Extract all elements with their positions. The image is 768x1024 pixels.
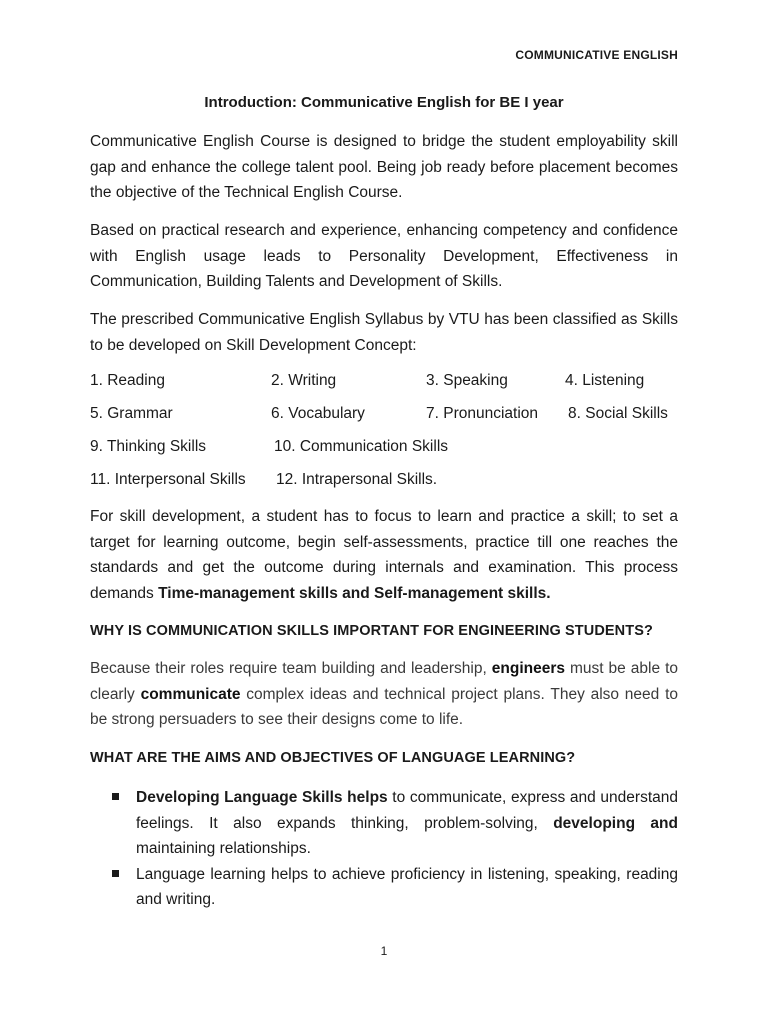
paragraph-research: Based on practical research and experience, enhancing competency and confidence with English usage leads to Personality Development, Effectiveness in Communication, Building Talents and Development of Skills. bbox=[90, 222, 678, 290]
emphasis-text: communicate bbox=[140, 685, 241, 703]
skill-item: 9. Thinking Skills bbox=[90, 438, 207, 455]
paragraph-text: must be able to clearly bbox=[90, 660, 678, 703]
skill-item: 2. Writing bbox=[271, 372, 337, 389]
running-header: COMMUNICATIVE ENGLISH bbox=[515, 48, 678, 62]
skill-item: 8. Social Skills bbox=[568, 405, 668, 422]
bullet-item bbox=[110, 862, 678, 913]
skills-row bbox=[90, 405, 690, 438]
square-bullet-icon bbox=[112, 793, 119, 800]
paragraph-syllabus: The prescribed Communicative English Syllabus by VTU has been classified as Skills to be developed on Skill Development Concept: bbox=[90, 311, 678, 354]
skills-row bbox=[90, 372, 690, 405]
bullet-text: to communicate, express and understand feelings. It also expands thinking, problem-solving, bbox=[136, 789, 678, 832]
paragraph-skill-development bbox=[90, 504, 678, 606]
skills-row bbox=[90, 471, 690, 504]
skill-item: 4. Listening bbox=[565, 372, 645, 389]
paragraph-text: For skill development, a student has to focus to learn and practice a skill; to set a target for learning outcome, begin self-assessments, practice till one reaches the standards and get the outcome during internals and examination. This process demands bbox=[90, 508, 678, 602]
skill-item: 1. Reading bbox=[90, 372, 165, 389]
bullet-text: Language learning helps to achieve proficiency in listening, speaking, reading and writing. bbox=[136, 865, 678, 908]
paragraph-engineers bbox=[90, 656, 678, 733]
bullet-text: maintaining relationships. bbox=[136, 840, 311, 857]
paragraph-text: complex ideas and technical project plans. They also need to be strong persuaders to see their designs come to life. bbox=[90, 685, 678, 728]
skill-item: 11. Interpersonal Skills bbox=[90, 471, 246, 488]
skill-item: 12. Intrapersonal Skills. bbox=[276, 471, 438, 488]
section-heading-aims: WHAT ARE THE AIMS AND OBJECTIVES OF LANGUAGE LEARNING? bbox=[90, 750, 576, 766]
emphasis-text: engineers bbox=[491, 660, 565, 677]
page-number: 1 bbox=[380, 944, 388, 958]
paragraph-intro: Communicative English Course is designed to bridge the student employability skill gap and enhance the college talent pool. Being job ready before placement becomes the objective of the Technical English Course. bbox=[90, 133, 678, 201]
skill-item: 10. Communication Skills bbox=[274, 438, 449, 455]
aims-bullet-list bbox=[110, 785, 678, 913]
bullet-item bbox=[110, 785, 678, 862]
skill-item: 6. Vocabulary bbox=[271, 405, 365, 422]
emphasis-text: Developing Language Skills helps bbox=[136, 789, 388, 806]
document-title: Introduction: Communicative English for BE I year bbox=[204, 94, 564, 111]
emphasis-text: Time-management skills and Self-management skills. bbox=[158, 584, 551, 602]
square-bullet-icon bbox=[112, 870, 119, 877]
skills-row bbox=[90, 438, 690, 471]
skill-item: 5. Grammar bbox=[90, 405, 173, 422]
emphasis-text: developing and bbox=[553, 814, 678, 832]
paragraph-text: Because their roles require team building and leadership, bbox=[90, 660, 492, 677]
skill-item: 3. Speaking bbox=[426, 372, 508, 389]
skill-item: 7. Pronunciation bbox=[426, 405, 539, 422]
section-heading-why: WHY IS COMMUNICATION SKILLS IMPORTANT FOR ENGINEERING STUDENTS? bbox=[90, 623, 653, 639]
skills-list bbox=[90, 372, 690, 504]
